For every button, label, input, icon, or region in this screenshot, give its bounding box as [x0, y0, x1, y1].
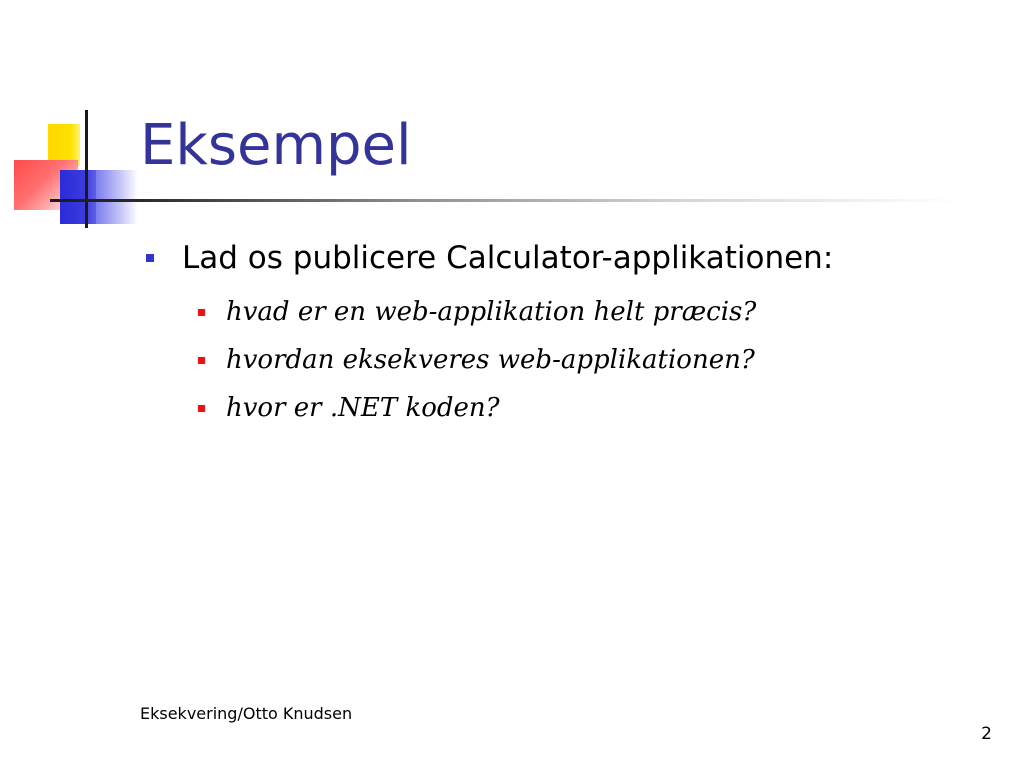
bullet-item — [146, 236, 1006, 280]
slide-logo-graphic — [0, 0, 140, 240]
logo-blue-fade — [96, 170, 138, 224]
sub-bullet-item — [198, 288, 1006, 336]
sub-bullet-text: hvor er .NET koden? — [226, 393, 500, 423]
bullet-marker — [146, 254, 154, 262]
sub-bullet-list — [198, 288, 1006, 432]
sub-bullet-text: hvad er en web-applikation helt præcis? — [226, 297, 757, 327]
title-underline — [50, 199, 960, 202]
sub-bullet-item — [198, 384, 1006, 432]
sub-bullet-marker — [198, 309, 205, 316]
sub-bullet-marker — [198, 357, 205, 364]
slide-footer: Eksekvering/Otto Knudsen — [140, 704, 353, 723]
bullet-list — [146, 236, 1006, 432]
sub-bullet-item — [198, 336, 1006, 384]
logo-blue-square — [60, 170, 100, 224]
sub-bullet-text: hvordan eksekveres web-applikationen? — [226, 345, 755, 375]
slide-title: Eksempel — [140, 113, 412, 178]
bullet-text: Lad os publicere Calculator-applikationen: — [182, 240, 834, 276]
sub-bullet-marker — [198, 405, 205, 412]
page-number: 2 — [981, 724, 992, 744]
logo-vertical-line — [85, 110, 88, 228]
